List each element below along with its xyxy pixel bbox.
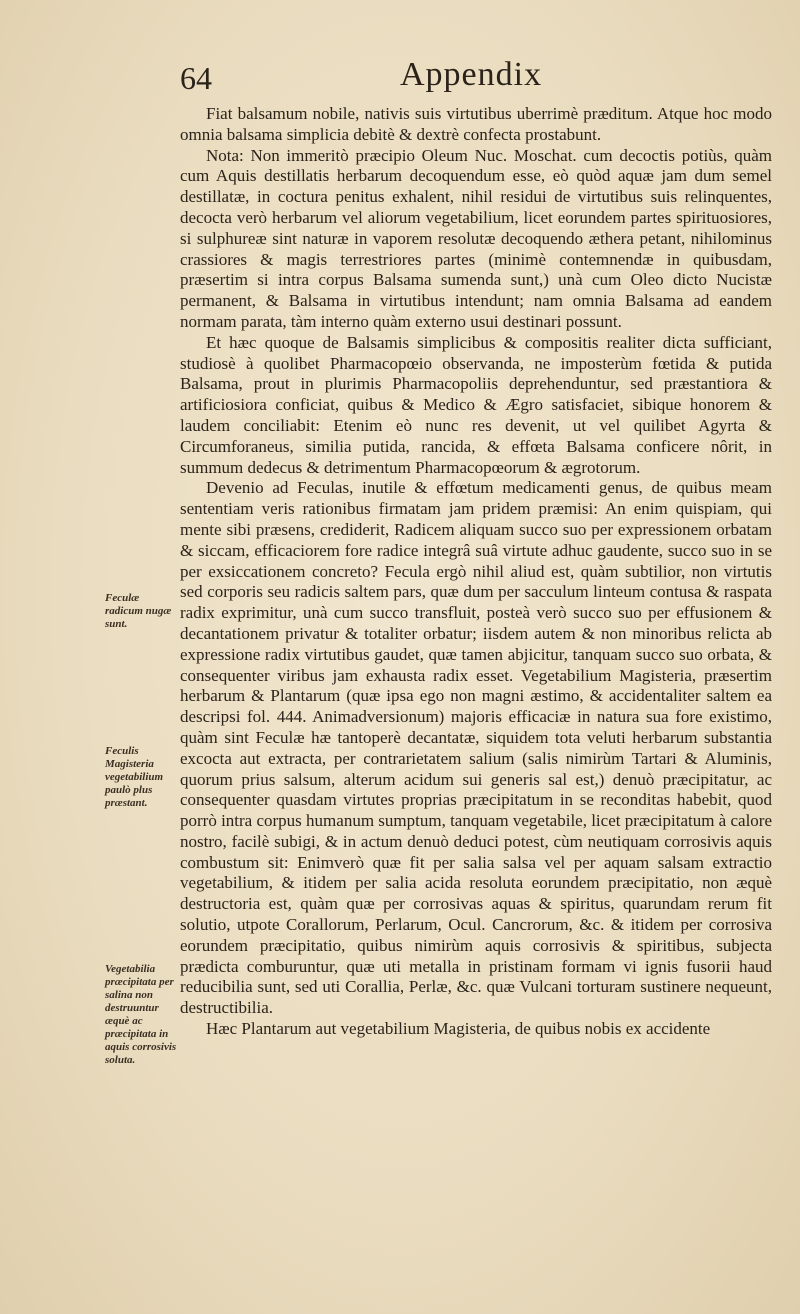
paragraph-2-nota: Nota: Non immeritò præcipio Oleum Nuc. Moschat. cum decoctis potiùs, quàm cum Aquis destillatis herbarum decoquendum esse, eò quòd aquæ jam dum semel destillatæ, in coctura penitus exhalent, nihil residui de virtutibus suis relinquentes, decocta verò herbarum vel aliorum vegetabilium, licet eorundem partes spirituosiores, si sulphureæ sint naturæ in vaporem resolutæ decoquendo æthera petant, nihilominus crassiores & magis terrestriores partes (minimè contemnendæ in quibusdam, præsertim si intra corpus Balsama sumenda sunt,) unà cum Oleo dicto Nucistæ permanent, & Balsama in virtutibus intendunt; nam omnia Balsama ad eandem normam parata, tàm interno quàm externo usui destinari possunt. — [180, 145, 772, 331]
body-text — [180, 104, 772, 1040]
margin-note-feculae: Feculæ radicum nugæ sunt. — [105, 592, 172, 630]
paragraph-4-feculae: Devenio ad Feculas, inutile & effœtum medicamenti genus, de quibus meam sententiam veris rationibus firmatam jam pridem præmisi: An enim quispiam, qui mente sibi præsens, crediderit, Radicem aliquam succo suo per expressionem orbatam & siccam, efficaciorem fore radice integrâ suâ virtute adhuc gaudente, succo suo in se per exsiccationem concreto? Fecula ergò nihil aliud est, quàm subtilior, non virtutis sed corporis seu radicis saltem pars, quæ dum per sacculum linteum contusa & raspata radix exprimitur, unà cum succo transfluit, posteà verò succo suo per effusionem & decantationem privatur & totaliter orbatur; iisdem autem & non minoribus relicta ab expressione radix virtutibus gaudet, quæ tamen abjicitur, tanquam succo suo orbata, & consequenter viribus jam exhausta radix esset. Vegetabilium Magisteria, præsertim herbarum & Plantarum (quæ ipsa ego non magni æstimo, & accidentaliter saltem ea descripsi fol. 444. Animadversionum) majoris efficaciæ in natura sua fore existimo, quàm sint Feculæ hæ tantoperè decantatæ, siquidem tota veluti herbarum substantia excocta aut extracta, per contrarietatem salium (salis nimirùm Tartari & Aluminis, quorum prius salsum, alterum acidum sui generis sal est,) denuò præcipitatur, ac consequenter quasdam virtutes proprias præcipitatum in se reconditas habebit, quod porrò intra corpus humanum sumptum, tanquam vegetabile, licet præcipitatum à calore nostro, facilè subigi, & in actum denuò deduci potest, cùm neutiquam corrosivis aquis combustum sit: Enimverò quæ fit per salia salsa vel per aquam salsam extractio vegetabilium, & itidem per salia acida resoluta eorundem præcipitatio, non æquè destructoria est, quàm quæ per corrosivas aquas & spiritus, quarundam rerum fit solutio, utpote Corallorum, Perlarum, Ocul. Cancrorum, &c. & itidem per corrosiva eorundem præcipitatio, quibus nimirùm aquis corrosivis & spiritibus, subjecta prædicta comburuntur, quæ uti metalla in pristinam formam vi ignis fusorii haud reducibilia sunt, sed uti Corallia, Perlæ, &c. quæ Vulcani torturam sustinere nequeunt, destructibilia. — [180, 478, 772, 1018]
page-number: 64 — [180, 60, 212, 96]
paragraph-3: Et hæc quoque de Balsamis simplicibus & compositis realiter dicta sufficiant, studiosè à quolibet Pharmacopœio observanda, ne imposterùm fœtida & putida Balsama, prout in plurimis Pharmacopoliis deprehenduntur, sed præstantiora & artificiosiora conficiat, quibus & Medico & Ægro satisfaciet, sibique honorem & laudem conciliabit: Etenim eò nunc res devenit, ut vel quilibet Agyrta & Circumforaneus, similia putida, rancida, & effœta Balsama conficere nôrit, in summum dedecus & detrimentum Pharmacopœorum & ægrotorum. — [180, 332, 772, 477]
running-head: Appendix — [400, 56, 543, 93]
paragraph-5: Hæc Plantarum aut vegetabilium Magisteria, de quibus nobis ex accidente — [206, 1019, 711, 1039]
margin-note-vegetabilia: Vegetabilia præcipitata per salina non destruuntur æquè ac præcipitata in aquis corrosivis soluta. — [105, 963, 177, 1066]
margin-note-magisteria: Feculis Magisteria vegetabilium paulò plus præstant. — [105, 745, 164, 809]
paragraph-1: Fiat balsamum nobile, nativis suis virtutibus uberrimè præditum. Atque hoc modo omnia balsama simplicia debitè & dextrè confecta prostabunt. — [180, 104, 772, 144]
